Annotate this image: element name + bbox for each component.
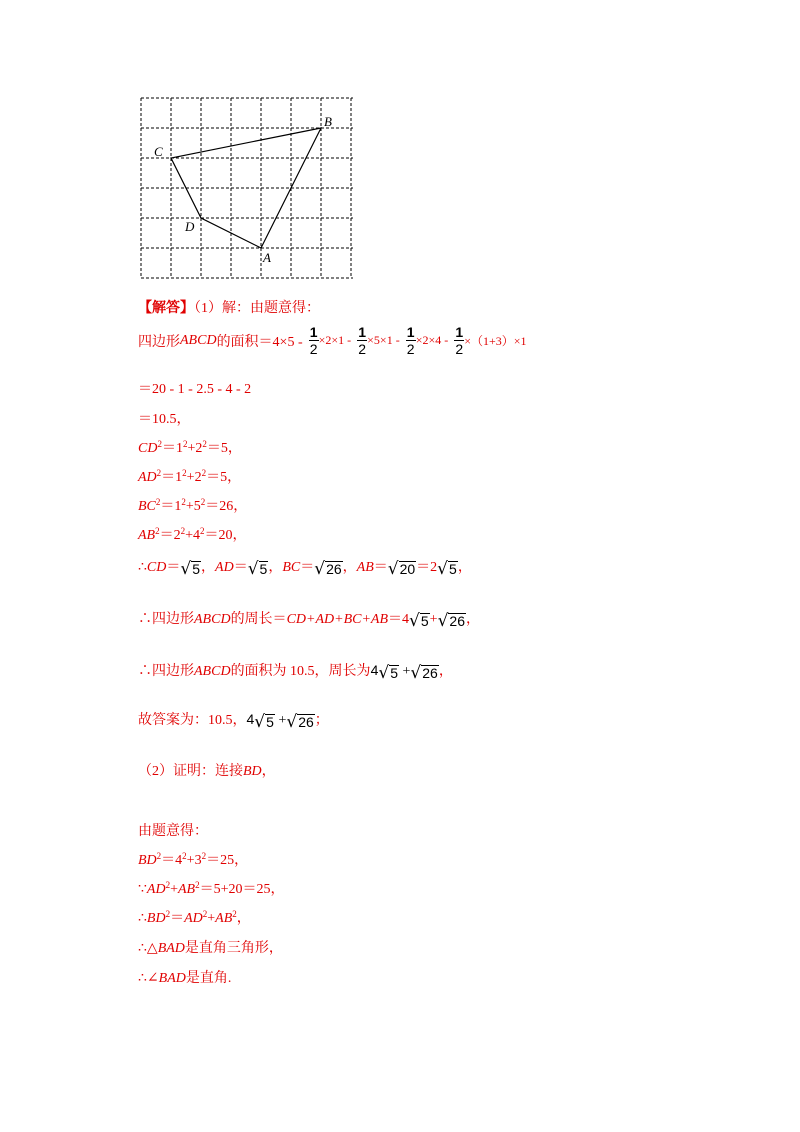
sqrt-26-summary: √ 26	[410, 663, 438, 683]
label-a: A	[263, 250, 271, 265]
bc-squared-line: $BC^2=1^2+5^2=26$，	[138, 497, 248, 514]
part1-intro: （1）解：由题意得：	[194, 301, 320, 316]
sqrt-26-perimeter: √ 26	[437, 611, 465, 631]
final-answer-line: 故答案为：10.5，4 √ 5 + √ 26 ；	[138, 711, 329, 732]
sqrt-results-line: ∴CD＝ √ 5 ，AD＝ √ 5 ，BC＝ √ 26 ，AB＝ √ 20 ＝2 √ 5 ，	[138, 559, 472, 579]
ad-squared-line: $AD^2=1^2+2^2=5$，	[138, 468, 242, 485]
area-name: ABCD	[180, 332, 217, 348]
sqrt-5-ad: √ 5	[247, 559, 268, 579]
calc-line-3: ＝10.5，	[138, 412, 191, 427]
label-c: C	[154, 144, 163, 159]
sqrt-26-answer: √ 26	[286, 712, 314, 732]
answer-head-label: 【解答】	[138, 301, 194, 316]
fraction-4: $\frac{1}{2}$	[455, 324, 464, 357]
grid-figure	[138, 95, 358, 285]
ab-squared-line: $AB^2=2^2+4^2=20$，	[138, 526, 247, 543]
area-perimeter-line: ∴四边形ABCD的面积为 10.5，周长为4 √ 5 + √ 26 ，	[138, 662, 453, 683]
because-line: $\because AD^2+AB^2=5+20=25$，	[138, 880, 285, 897]
area-formula	[138, 325, 527, 356]
label-d: D	[185, 219, 195, 234]
part2-heading: （2）证明：连接BD，	[138, 764, 276, 779]
fraction-1-rest: ×2×1 -	[318, 333, 352, 347]
right-triangle-line: ∴△BAD是直角三角形，	[138, 941, 283, 956]
cd-squared-line: $CD^2=1^2+2^2=5$，	[138, 439, 242, 456]
bd-squared-line: $BD^2=4^2+3^2=25$，	[138, 851, 249, 868]
sqrt-20-ab: √ 20	[387, 559, 416, 579]
sqrt-26-bc: √ 26	[314, 559, 342, 579]
fraction-3-rest: ×2×4 -	[415, 333, 449, 347]
fraction-2: $\frac{1}{2}$	[358, 324, 367, 357]
sqrt-5-cd: √ 5	[180, 559, 201, 579]
perimeter-line: ∴四边形ABCD的周长＝CD+AD+BC+AB＝4 √ 5 + √ 26 ，	[138, 611, 480, 631]
sqrt-5-ab: √ 5	[437, 559, 457, 579]
fraction-1: $\frac{1}{2}$	[309, 324, 318, 357]
sqrt-5-perimeter: √ 5	[409, 611, 429, 631]
area-prefix: 四边形	[138, 334, 180, 350]
area-mid: 的面积＝4×5 -	[216, 334, 303, 350]
calc-line-2: ＝20 - 1 - 2.5 - 4 - 2	[138, 382, 252, 397]
part2-intro: 由题意得：	[138, 824, 208, 839]
sqrt-5-summary: √ 5	[378, 663, 398, 683]
label-b: B	[324, 114, 332, 129]
fraction-4-rest: ×（1+3）×1	[464, 334, 527, 348]
sqrt-5-answer: √ 5	[254, 712, 274, 732]
answer-heading	[138, 297, 320, 317]
therefore-line: $\therefore BD^2=AD^2+AB^2$，	[138, 909, 251, 926]
right-angle-line: ∴∠BAD是直角.	[138, 971, 232, 986]
fraction-3: $\frac{1}{2}$	[406, 324, 415, 357]
fraction-2-rest: ×5×1 -	[367, 333, 400, 347]
